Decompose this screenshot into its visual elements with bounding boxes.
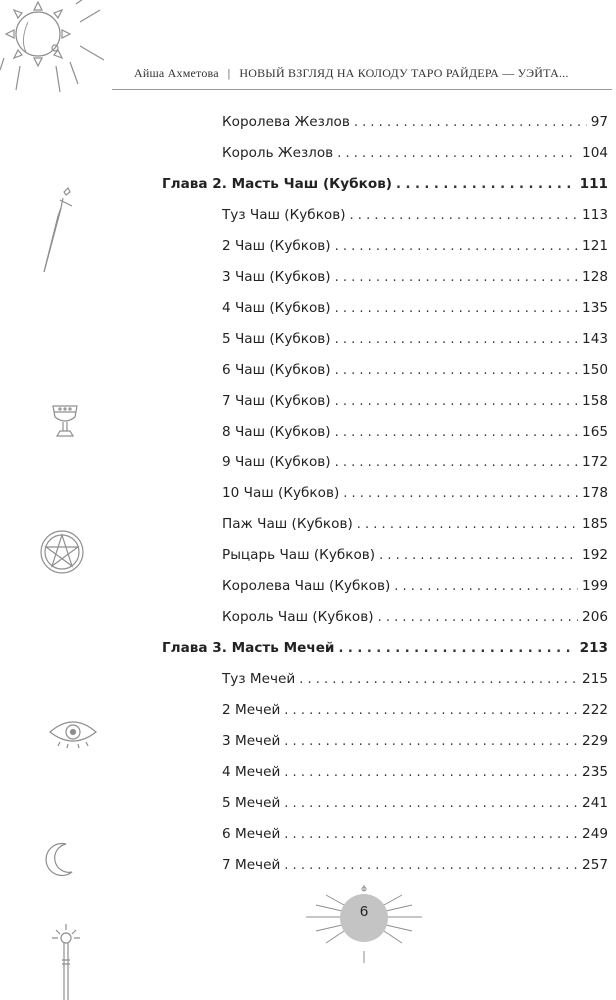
toc-entry-page: 257 xyxy=(582,856,608,873)
toc-dot-leader xyxy=(378,607,578,629)
toc-entry-page: 97 xyxy=(590,114,608,130)
toc-entry-row xyxy=(222,297,608,319)
toc-dot-leader xyxy=(335,422,578,444)
toc-dot-leader xyxy=(343,483,578,505)
toc-dot-leader xyxy=(354,112,587,134)
toc-entry-title: Королева Жезлов xyxy=(222,114,350,130)
toc-entry-page: 128 xyxy=(582,268,608,285)
toc-entry-page: 249 xyxy=(582,825,608,842)
toc-entry-page: 104 xyxy=(582,144,608,161)
toc-entry-row xyxy=(222,266,608,288)
toc-entry-title: Король Чаш (Кубков) xyxy=(222,609,374,626)
toc-dot-leader xyxy=(284,700,578,722)
toc-entry-row xyxy=(222,204,608,226)
toc-dot-leader xyxy=(284,762,578,784)
toc-entry-title: Глава 2. Масть Чаш (Кубков) xyxy=(162,175,393,192)
toc-entry-title: Паж Чаш (Кубков) xyxy=(222,516,353,533)
toc-dot-leader xyxy=(394,576,578,598)
toc-entry-page: 178 xyxy=(582,485,608,502)
toc-entry-row xyxy=(222,854,608,876)
toc-entry-page: 192 xyxy=(582,547,608,564)
toc-entry-title: 9 Чаш (Кубков) xyxy=(222,454,331,471)
toc-entry-page: 135 xyxy=(582,299,608,316)
running-header xyxy=(134,66,600,81)
toc-entry-title: 7 Чаш (Кубков) xyxy=(222,392,331,409)
toc-dot-leader xyxy=(357,514,578,536)
toc-dot-leader xyxy=(335,329,578,351)
toc-entry-page: 215 xyxy=(582,671,608,688)
toc-dot-leader xyxy=(284,793,578,815)
toc-dot-leader xyxy=(284,855,578,877)
toc-entry-row xyxy=(222,142,608,164)
toc-entry-title: Глава 3. Масть Мечей xyxy=(162,640,335,657)
toc-dot-leader xyxy=(284,731,578,753)
crescent-moon-icon xyxy=(42,840,78,880)
toc-entry-page: 241 xyxy=(582,794,608,811)
toc-entry-title: 2 Мечей xyxy=(222,702,281,719)
toc-entry-title: 5 Чаш (Кубков) xyxy=(222,330,331,347)
toc-dot-leader xyxy=(335,360,578,382)
toc-entry-row xyxy=(222,421,608,443)
toc-entry-row xyxy=(222,575,608,597)
toc-entry-title: Туз Мечей xyxy=(222,671,296,688)
toc-entry-page: 199 xyxy=(582,578,608,595)
header-separator: | xyxy=(227,66,231,80)
toc-dot-leader xyxy=(350,205,579,227)
sun-icon xyxy=(0,0,112,100)
toc-entry-page: 222 xyxy=(582,702,608,719)
toc-entry-row xyxy=(222,544,608,566)
toc-entry-page: 172 xyxy=(582,454,608,471)
toc-dot-leader xyxy=(284,824,578,846)
toc-entry-row xyxy=(222,328,608,350)
toc-entry-page: 213 xyxy=(579,640,608,657)
toc-entry-title: 3 Чаш (Кубков) xyxy=(222,268,331,285)
toc-entry-row xyxy=(222,730,608,752)
toc-entry-row xyxy=(222,668,608,690)
toc-entry-row xyxy=(222,451,608,473)
toc-entry-title: 6 Чаш (Кубков) xyxy=(222,361,331,378)
toc-dot-leader xyxy=(337,143,578,165)
toc-dot-leader xyxy=(335,298,578,320)
header-rule xyxy=(112,89,612,90)
toc-dot-leader xyxy=(379,545,578,567)
header-book-title: НОВЫЙ ВЗГЛЯД НА КОЛОДУ ТАРО РАЙДЕРА — УЭЙТА... xyxy=(239,66,569,80)
toc-entry-page: 121 xyxy=(582,237,608,254)
toc-chapter-row xyxy=(162,173,608,195)
toc-entry-page: 235 xyxy=(582,763,608,780)
toc-entry-page: 229 xyxy=(582,733,608,749)
toc-entry-row xyxy=(222,359,608,381)
toc-entry-row xyxy=(222,606,608,628)
page-ornament-icon xyxy=(306,885,422,965)
toc-entry-row xyxy=(222,390,608,412)
toc-dot-leader xyxy=(338,638,575,660)
toc-entry-row xyxy=(222,699,608,721)
chalice-icon xyxy=(50,403,80,439)
toc-entry-title: 10 Чаш (Кубков) xyxy=(222,485,340,502)
toc-entry-page: 150 xyxy=(582,361,608,378)
toc-entry-row xyxy=(222,513,608,535)
toc-entry-page: 143 xyxy=(582,330,608,347)
toc-entry-page: 113 xyxy=(582,206,608,223)
page-number: 6 xyxy=(359,903,369,920)
wand-icon xyxy=(48,920,88,1000)
toc-entry-title: Рыцарь Чаш (Кубков) xyxy=(222,547,376,564)
toc-entry-row xyxy=(222,761,608,783)
toc-entry-page: 206 xyxy=(582,609,608,626)
toc-entry-row xyxy=(222,235,608,257)
toc-dot-leader xyxy=(335,452,578,474)
toc-entry-row xyxy=(222,111,608,133)
toc-entry-title: 6 Мечей xyxy=(222,825,281,842)
toc-entry-title: Королева Чаш (Кубков) xyxy=(222,578,391,595)
pentacle-icon xyxy=(38,528,86,576)
toc-dot-leader xyxy=(335,267,578,289)
toc-entry-title: Туз Чаш (Кубков) xyxy=(222,206,346,223)
header-author: Айша Ахметова xyxy=(134,66,219,80)
toc-entry-title: 2 Чаш (Кубков) xyxy=(222,237,331,254)
toc-entry-page: 158 xyxy=(582,392,608,409)
toc-entry-title: 4 Чаш (Кубков) xyxy=(222,299,331,316)
toc-entry-title: 4 Мечей xyxy=(222,763,281,780)
toc-entry-row xyxy=(222,482,608,504)
toc-entry-title: 8 Чаш (Кубков) xyxy=(222,423,331,440)
toc-entry-page: 185 xyxy=(582,516,608,533)
toc-dot-leader xyxy=(396,174,576,196)
toc-entry-title: 3 Мечей xyxy=(222,733,281,749)
toc-entry-row xyxy=(222,823,608,845)
toc-entry-row xyxy=(222,792,608,814)
toc-dot-leader xyxy=(335,236,578,258)
sword-icon xyxy=(36,186,76,278)
eye-icon xyxy=(46,716,100,748)
toc-entry-page: 111 xyxy=(579,175,608,192)
toc-chapter-row xyxy=(162,637,608,659)
toc-entry-title: Король Жезлов xyxy=(222,144,334,161)
toc-dot-leader xyxy=(299,669,578,691)
toc-dot-leader xyxy=(335,391,578,413)
toc-entry-title: 5 Мечей xyxy=(222,794,281,811)
toc-entry-page: 165 xyxy=(582,423,608,440)
toc-entry-title: 7 Мечей xyxy=(222,856,281,873)
